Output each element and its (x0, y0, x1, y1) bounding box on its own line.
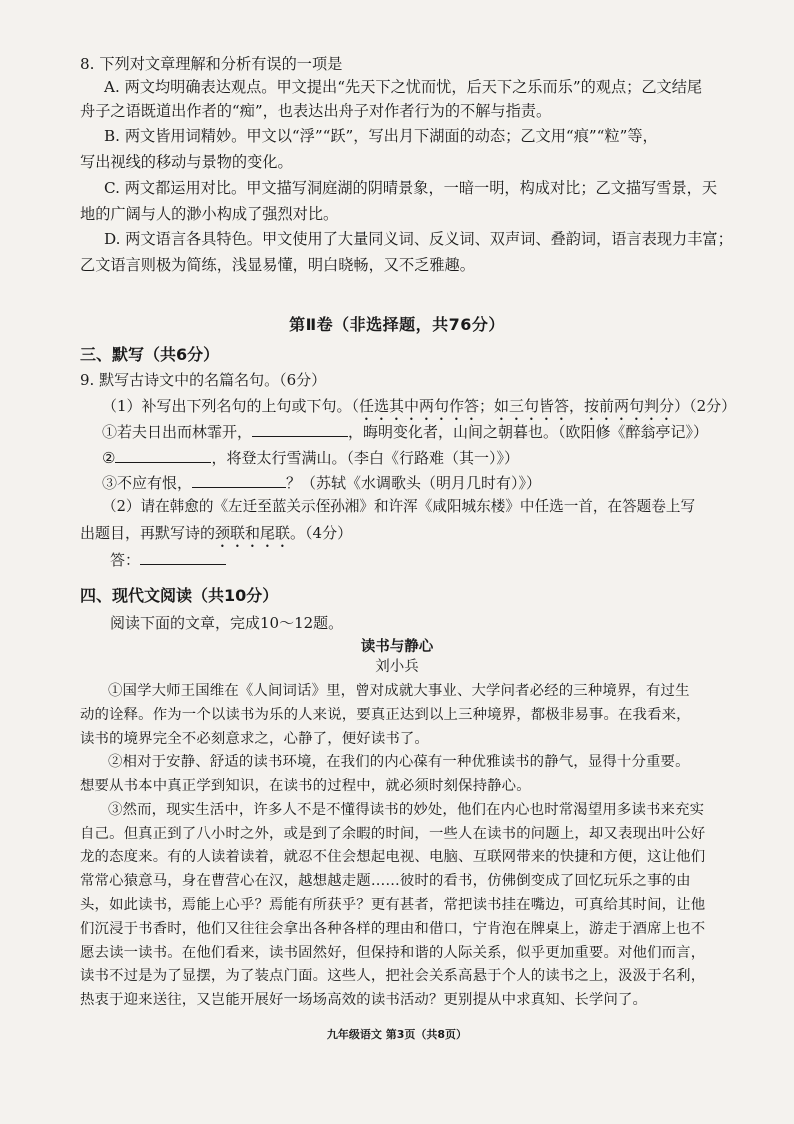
q8-option-c-line1: C. 两文都运用对比。甲文描写洞庭湖的阴晴景象，一暗一明，构成对比；乙文描写雪景，天 (104, 179, 718, 197)
q9-item-3-text-a: ③不应有恨， (102, 474, 193, 492)
q9-item-2-blank[interactable] (115, 448, 211, 463)
q8-option-b-line1: B. 两文皆用词精妙。甲文以“浮”“跃”，写出月下湖面的动态；乙文用“痕”“粒”等， (104, 127, 658, 145)
q9-item-2 (102, 448, 519, 468)
essay-line: ①国学大师王国维在《人间词话》里，曾对成就大事业、大学问者必经的三种境界，有过生 (108, 683, 690, 699)
q9-stem: 9. 默写古诗文中的名篇名句。（6分） (80, 371, 327, 389)
q8-option-c-line2: 地的广阔与人的渺小构成了强烈对比。 (80, 205, 339, 223)
essay-line: 热衷于迎来送往，又岂能开展好一场场高效的读书活动？更别提从中求真知、长学问了。 (80, 992, 648, 1008)
essay-line: 龙的态度来。有的人读着读着，就忍不住会想起电视、电脑、互联网带来的快捷和方便，这让他们 (80, 849, 706, 865)
essay-line: 们沉浸于书香时，他们又往往会拿出各种各样的理由和借口，宁肯泡在牌桌上，游走于酒席上也不 (80, 921, 706, 937)
q8-option-b-line2: 写出视线的移动与景物的变化。 (80, 153, 293, 171)
q9-item-3-text-b: ？（苏轼《水调歌头（明月几时有）》） (286, 474, 542, 492)
q8-option-d-line2: 乙文语言则极为简练，浅显易懂，明白晓畅，又不乏雅趣。 (80, 256, 475, 274)
q9-item-1-text-b: ，晦明变化者，山间之朝暮也。（欧阳修《醉翁亭记》） (348, 423, 709, 441)
q9-item-1 (102, 422, 708, 442)
q9-answer-label: 答： (110, 551, 141, 569)
q9-sub2-emphasis: 颈联和尾联 (215, 524, 291, 542)
essay-line: 愿去读一读书。在他们看来，读书固然好，但保持和谐的人际关系，似乎更加重要。对他们而言， (80, 945, 706, 961)
q8-stem: 8. 下列对文章理解和分析有误的一项是 (80, 55, 343, 73)
q9-item-1-text-a: ①若夫日出而林霏开， (102, 423, 253, 441)
q8-option-a-line2: 舟子之语既道出作者的“痴”，也表达出舟子对作者行为的不解与指责。 (80, 102, 552, 120)
essay-line: 常常心猿意马，身在曹营心在汉，越想越走题……彼时的看书，仿佛倒变成了回忆玩乐之事的由 (80, 873, 691, 889)
essay-line: 想要从书本中真正学到知识，在读书的过程中，就必须时刻保持静心。 (80, 778, 531, 794)
essay-line: 读书的境界完全不必刻意求之，心静了，便好读书了。 (80, 731, 429, 747)
q9-sub1-instruction (102, 396, 736, 424)
essay-author: 刘小兵 (375, 659, 419, 675)
essay-title: 读书与静心 (360, 639, 434, 655)
essay-line: 头，如此读书，焉能上心乎？焉能有所获乎？更有甚者，常把读书挂在嘴边，可真给其时间，让他 (80, 897, 706, 913)
reading-instruction: 阅读下面的文章，完成10～12题。 (110, 614, 344, 632)
q9-answer-row (110, 550, 226, 570)
q8-option-a-line1: A. 两文均明确表达观点。甲文提出“先天下之忧而忧，后天下之乐而乐”的观点；乙文结尾 (104, 78, 703, 96)
q9-item-1-blank[interactable] (252, 422, 348, 437)
q9-sub1-pre: （1）补写出下列名句的上句或下句。（ (102, 397, 360, 415)
q9-answer-blank[interactable] (140, 550, 226, 565)
essay-line: 动的诠释。作为一个以读书为乐的人来说，要真正达到以上三种境界，都极非易事。在我看来， (80, 707, 691, 723)
q9-sub2-post: 。（4分） (290, 524, 353, 542)
q9-sub2-pre: 出题目，再默写诗的 (80, 524, 216, 542)
essay-line: ②相对于安静、舒适的读书环境，在我们的内心葆有一种优雅读书的静气，显得十分重要。 (108, 754, 690, 770)
section-3-title: 三、默写（共6分） (80, 345, 220, 364)
page-footer: 九年级语文 第3页（共8页） (326, 1028, 468, 1041)
q8-option-d-line1: D. 两文语言各具特色。甲文使用了大量同义词、反义词、双声词、叠韵词，语言表现力丰富； (104, 230, 733, 248)
essay-line: ③然而，现实生活中，许多人不是不懂得读书的妙处，他们在内心也时常渴望用多读书来充实 (108, 802, 705, 818)
q9-item-2-text-b: ，将登太行雪满山。（李白《行路难（其一）》） (211, 449, 519, 467)
q9-sub2-line2 (80, 523, 352, 551)
q9-sub1-post: ）（2分） (674, 397, 737, 415)
section-4-title: 四、现代文阅读（共10分） (80, 586, 279, 605)
q9-item-2-text-a: ② (102, 449, 116, 467)
q9-sub2-line1: （2）请在韩愈的《左迁至蓝关示侄孙湘》和许浑《咸阳城东楼》中任选一首，在答题卷上写 (102, 498, 696, 515)
roll-2-title: 第Ⅱ卷（非选择题，共76分） (289, 315, 505, 334)
essay-line: 自己。但真正到了八小时之外，或是到了余暇的时间，一些人在读书的问题上，却又表现出叶公好 (80, 826, 706, 842)
q9-item-3-blank[interactable] (192, 473, 286, 488)
essay-line: 读书不过是为了显摆，为了装点门面。这些人，把社会关系高悬于个人的读书之上，汲汲于名利， (80, 968, 706, 984)
q9-sub1-emphasis: 任选其中两句作答；如三句皆答，按前两句判分 (359, 397, 675, 415)
q9-item-3 (102, 473, 541, 493)
